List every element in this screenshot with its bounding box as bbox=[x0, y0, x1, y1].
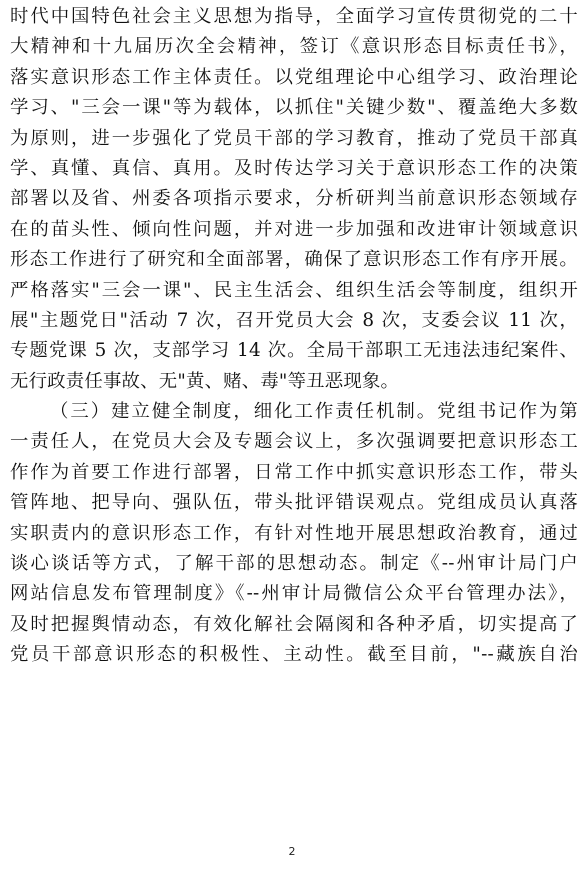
text-line: 谈心谈话等方式，了解干部的思想动态。制定《--州审计局门户 bbox=[10, 553, 578, 575]
text-line: 一责任人，在党员大会及专题会议上，多次强调要把意识形态工 bbox=[10, 431, 578, 453]
text-line: 及时把握舆情动态，有效化解社会隔阂和各种矛盾，切实提高了 bbox=[10, 613, 578, 635]
text-line: 党员干部意识形态的积极性、主动性。截至目前，"--藏族自治 bbox=[10, 644, 578, 666]
paragraph-1 bbox=[10, 2, 578, 397]
text-line: （三）建立健全制度，细化工作责任机制。党组书记作为第 bbox=[50, 401, 578, 423]
text-line: 在的苗头性、倾向性问题，并对进一步加强和改进审计领域意识 bbox=[10, 218, 578, 240]
text-line: 无行政责任事故、无"黄、赌、毒"等丑恶现象。 bbox=[10, 370, 400, 392]
text-line: 学、真懂、真信、真用。及时传达学习关于意识形态工作的决策 bbox=[10, 157, 578, 179]
text-line: 为原则，进一步强化了党员干部的学习教育，推动了党员干部真 bbox=[10, 127, 578, 149]
text-line: 时代中国特色社会主义思想为指导，全面学习宣传贯彻党的二十 bbox=[10, 6, 578, 27]
text-line: 网站信息发布管理制度》《--州审计局微信公众平台管理办法》， bbox=[10, 583, 578, 605]
text-line: 部署以及省、州委各项指示要求，分析研判当前意识形态领域存 bbox=[10, 188, 578, 210]
text-line: 专题党课 5 次，支部学习 14 次。全局干部职工无违法违纪案件、 bbox=[10, 340, 578, 362]
text-line: 实职责内的意识形态工作，有针对性地开展思想政治教育，通过 bbox=[10, 522, 578, 544]
text-line: 管阵地、把导向、强队伍，带头批评错误观点。党组成员认真落 bbox=[10, 492, 578, 514]
page-number: 2 bbox=[288, 845, 296, 858]
text-line: 大精神和十九届历次全会精神，签订《意识形态目标责任书》， bbox=[10, 36, 578, 58]
body-text bbox=[10, 2, 578, 671]
text-line: 学习、"三会一课"等为载体，以抓住"关键少数"、覆盖绝大多数 bbox=[10, 97, 578, 119]
text-line: 展"主题党日"活动 7 次，召开党员大会 8 次，支委会议 11 次， bbox=[10, 309, 578, 331]
text-line: 作作为首要工作进行部署，日常工作中抓实意识形态工作，带头 bbox=[10, 461, 578, 483]
text-line: 形态工作进行了研究和全面部署，确保了意识形态工作有序开展。 bbox=[10, 249, 578, 271]
text-line: 落实意识形态工作主体责任。以党组理论中心组学习、政治理论 bbox=[10, 66, 578, 88]
paragraph-2 bbox=[10, 397, 578, 671]
text-line: 严格落实"三会一课"、民主生活会、组织生活会等制度，组织开 bbox=[10, 279, 578, 301]
